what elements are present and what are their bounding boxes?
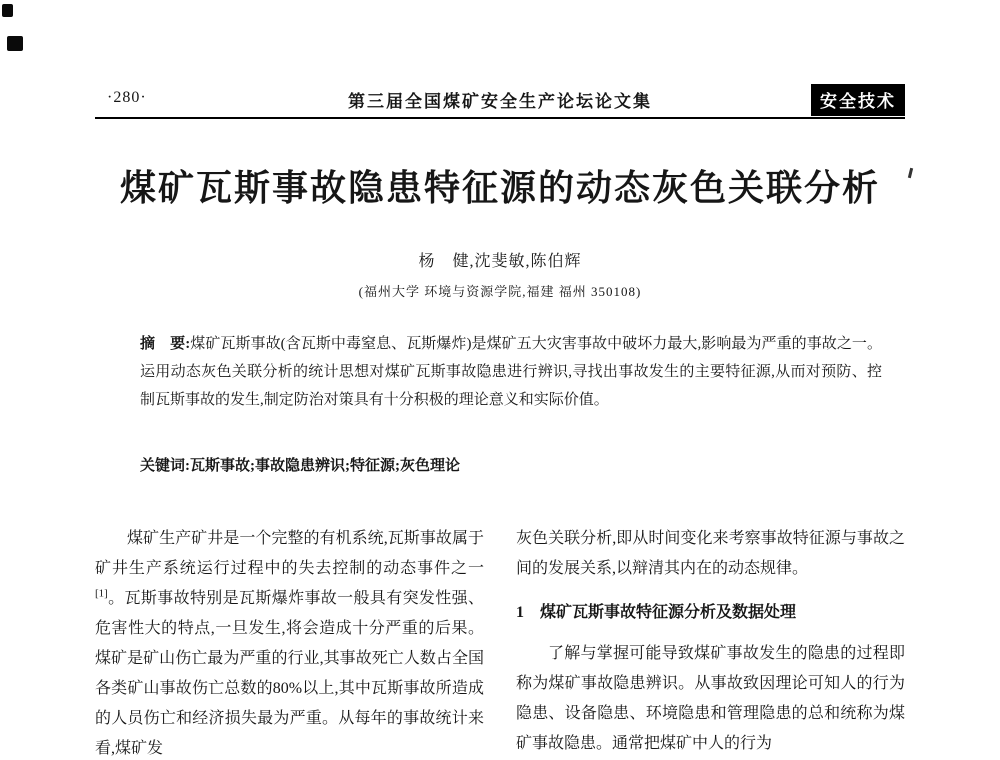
- keywords-text: 瓦斯事故;事故隐患辨识;特征源;灰色理论: [190, 458, 460, 474]
- abstract: [140, 330, 882, 414]
- abstract-label: 摘 要:: [140, 336, 191, 352]
- right-column: [516, 524, 905, 760]
- article-title: 煤矿瓦斯事故隐患特征源的动态灰色关联分析: [119, 168, 880, 208]
- abstract-text: 煤矿瓦斯事故(含瓦斯中毒窒息、瓦斯爆炸)是煤矿五大灾害事故中破坏力最大,影响最为严重的事故之一。运用动态灰色关联分析的统计思想对煤矿瓦斯事故隐患进行辨识,寻找出事故发生的主要特征源,从而对预防、控制瓦斯事故的发生,制定防治对策具有十分积极的理论意义和实际价值。: [140, 336, 882, 408]
- paragraph-text: 。瓦斯事故特别是瓦斯爆炸事故一般具有突发性强、危害性大的特点,一旦发生,将会造成十分严重的后果。煤矿是矿山伤亡最为严重的行业,其事故死亡人数占全国各类矿山事故伤亡总数的80%以上,其中瓦斯事故所造成的人员伤亡和经济损失最为严重。从每年的事故统计来看,煤矿发: [95, 590, 484, 757]
- page-header: [95, 84, 905, 114]
- page-number: ·280·: [107, 89, 147, 106]
- affiliation: (福州大学 环境与资源学院,福建 福州 350108): [358, 284, 642, 299]
- section-heading: 1 煤矿瓦斯事故特征源分析及数据处理: [516, 604, 797, 621]
- section-badge: 安全技术: [811, 84, 905, 116]
- citation-ref: [1]: [95, 587, 108, 600]
- paragraph: [95, 524, 484, 760]
- header-rule: [95, 117, 905, 119]
- scan-artifact: [7, 36, 23, 51]
- paragraph: 了解与掌握可能导致煤矿事故发生的隐患的过程即称为煤矿事故隐患辨识。从事故致因理论可知人的行为隐患、设备隐患、环境隐患和管理隐患的总和统称为煤矿事故隐患。通常把煤矿中人的行为: [516, 645, 905, 752]
- keywords: [140, 452, 882, 480]
- left-column: [95, 524, 484, 760]
- keywords-label: 关键词:: [140, 458, 190, 474]
- proceedings-title: 第三届全国煤矿安全生产论坛论文集: [348, 92, 652, 111]
- scan-artifact: [2, 4, 13, 17]
- body-columns: [95, 524, 905, 760]
- authors: 杨 健,沈斐敏,陈伯辉: [418, 253, 582, 270]
- paragraph-text: 煤矿生产矿井是一个完整的有机系统,瓦斯事故属于矿井生产系统运行过程中的失去控制的动态事件之一: [95, 530, 484, 577]
- paragraph: 灰色关联分析,即从时间变化来考察事故特征源与事故之间的发展关系,以辩清其内在的动态规律。: [516, 530, 905, 577]
